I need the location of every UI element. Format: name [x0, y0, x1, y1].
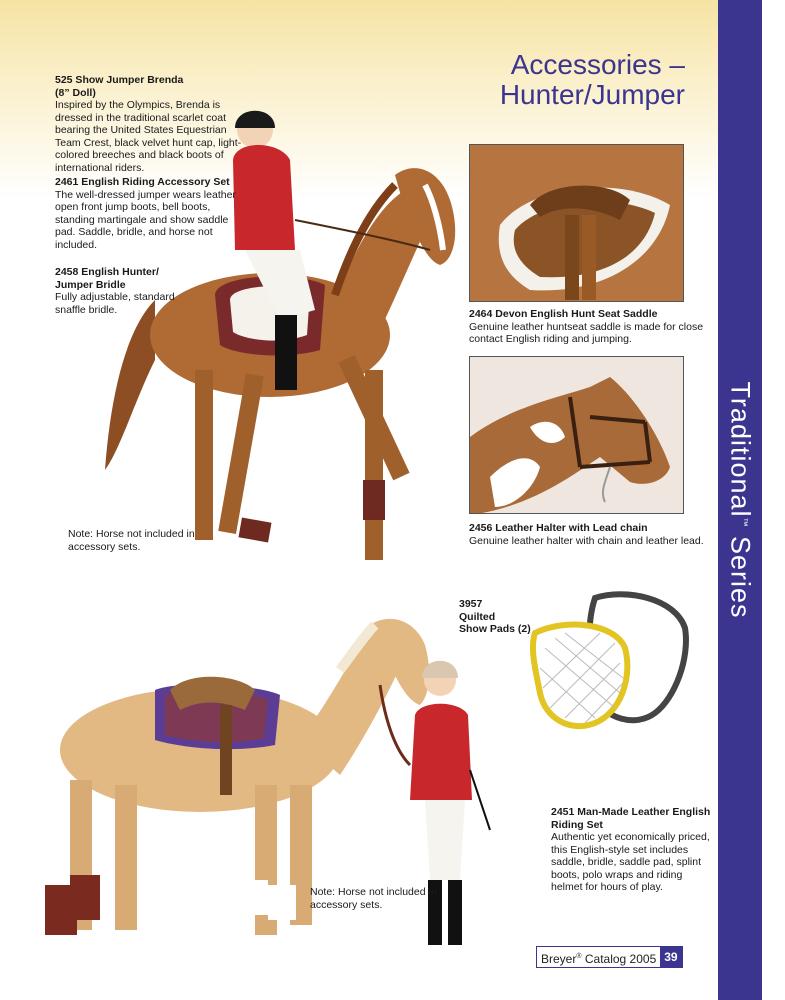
- product-2451-description: Authentic yet economically priced, this English-style set includes saddle, bridle, saddle pad, splint boots, polo wraps and riding helmet for hours of play.: [551, 831, 710, 893]
- halter-photo: [469, 356, 684, 514]
- product-2458: [55, 266, 195, 316]
- page-title-line-1: Accessories –: [510, 49, 685, 80]
- product-2461: [55, 176, 240, 251]
- trademark-symbol: ™: [739, 517, 750, 528]
- note-horse-not-included-bottom: Note: Horse not included in accessory sets.: [310, 886, 437, 911]
- product-525-heading: 525 Show Jumper Brenda: [55, 74, 184, 86]
- note-horse-not-included-top: Note: Horse not included in accessory sets.: [68, 528, 195, 553]
- product-2458-heading: 2458 English Hunter/ Jumper Bridle: [55, 266, 159, 291]
- product-2461-heading: 2461 English Riding Accessory Set: [55, 176, 230, 188]
- product-525-description: Inspired by the Olympics, Brenda is dressed in the traditional scarlet coat bearing the United States Equestrian Team Crest, black velvet hunt cap, light-colored breeches and black boots of international riders.: [55, 99, 242, 174]
- page-title-line-2: Hunter/Jumper: [499, 79, 685, 110]
- page-title: [500, 50, 685, 110]
- product-2464-description: Genuine leather huntseat saddle is made for close contact English riding and jumping.: [469, 320, 704, 345]
- registered-symbol: ®: [576, 953, 582, 960]
- product-2456-description: Genuine leather halter with chain and leather lead.: [469, 534, 704, 547]
- product-2464-heading: 2464 Devon English Hunt Seat Saddle: [469, 308, 658, 320]
- product-2451: [551, 806, 711, 894]
- series-label: [725, 381, 756, 618]
- product-3957-line2: Quilted: [459, 610, 496, 623]
- catalog-footer: [536, 946, 683, 968]
- product-3957-number: 3957: [459, 598, 483, 610]
- series-prefix: Traditional: [725, 381, 756, 518]
- product-3957-line3: Show Pads (2): [459, 623, 531, 635]
- catalog-year: Catalog 2005: [581, 952, 657, 966]
- page-margin: [762, 0, 785, 1000]
- product-525: [55, 74, 245, 174]
- product-2456: [469, 522, 709, 547]
- product-2451-heading: 2451 Man-Made Leather English Riding Set: [551, 806, 711, 831]
- saddle-image: [470, 145, 684, 302]
- series-suffix: Series: [725, 527, 756, 619]
- product-2461-description: The well-dressed jumper wears leather open front jump boots, bell boots, standing martingale and show saddle pad. Saddle, bridle, and horse not included.: [55, 188, 236, 251]
- product-2464: [469, 308, 709, 346]
- page-number: 39: [660, 947, 681, 967]
- palomino-horse-with-girl-image: [40, 600, 540, 960]
- product-2456-heading: 2456 Leather Halter with Lead chain: [469, 522, 648, 534]
- catalog-name: [537, 947, 660, 967]
- saddle-photo: [469, 144, 684, 302]
- halter-image: [470, 357, 684, 514]
- quilted-show-pads-image: [525, 588, 695, 733]
- brand-name: Breyer: [541, 952, 577, 966]
- product-2458-description: Fully adjustable, standard snaffle bridle.: [55, 291, 175, 316]
- product-525-subheading: (8” Doll): [55, 86, 96, 99]
